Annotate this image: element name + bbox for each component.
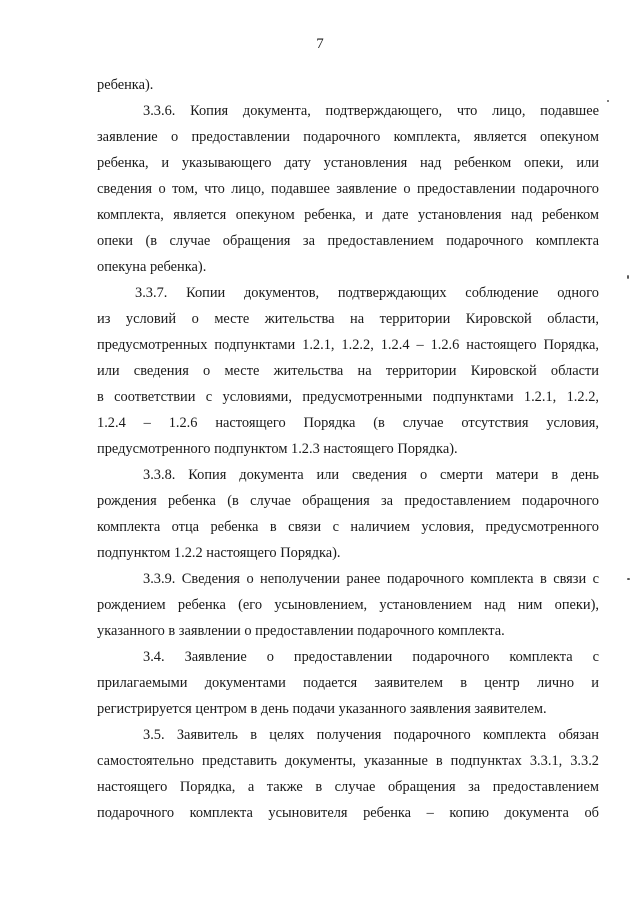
text-line: предусмотренного подпунктом 1.2.3 настоящего Порядка). [97, 441, 458, 457]
text-line: 3.5. Заявитель в целях получения подарочного комплекта обязан [143, 727, 599, 743]
text-line: 3.3.9. Сведения о неполучении ранее подарочного комплекта в связи с [143, 571, 599, 587]
text-line: комплекта отца ребенка в связи с наличием условия, предусмотренного [97, 519, 599, 535]
text-line: самостоятельно представить документы, указанные в подпунктах 3.3.1, 3.3.2 [97, 753, 599, 769]
text-line: 3.3.6. Копия документа, подтверждающего, что лицо, подавшее [143, 103, 599, 119]
text-line: комплекта, является опекуном ребенка, и дате установления над ребенком [97, 207, 599, 223]
text-line: указанного в заявлении о предоставлении подарочного комплекта. [97, 623, 505, 639]
text-line: 3.3.7. Копии документов, подтверждающих соблюдение одного [135, 285, 599, 301]
text-line: ребенка, и указывающего дату установления над ребенком опеки, или [97, 155, 599, 171]
text-line: подпунктом 1.2.2 настоящего Порядка). [97, 545, 341, 561]
text-line: подарочного комплекта усыновителя ребенка – копию документа об [97, 805, 599, 821]
text-line: рождением ребенка (его усыновлением, установлением над ним опеки), [97, 597, 599, 613]
text-line: настоящего Порядка, а также в случае обращения за предоставлением [97, 779, 599, 795]
page-number: 7 [316, 36, 324, 52]
text-line: 3.3.8. Копия документа или сведения о смерти матери в день [143, 467, 599, 483]
scan-speck [627, 275, 629, 279]
text-line: 1.2.4 – 1.2.6 настоящего Порядка (в случае отсутствия условия, [97, 415, 599, 431]
text-line: рождения ребенка (в случае обращения за предоставлением подарочного [97, 493, 599, 509]
text-line: заявление о предоставлении подарочного комплекта, является опекуном [97, 129, 599, 145]
document-body [97, 72, 599, 826]
text-line: в соответствии с условиями, предусмотренными подпунктами 1.2.1, 1.2.2, [97, 389, 599, 405]
text-line: сведения о том, что лицо, подавшее заявление о предоставлении подарочного [97, 181, 599, 197]
text-line: или сведения о месте жительства на территории Кировской области [97, 363, 599, 379]
scan-speck [627, 578, 630, 580]
text-line: ребенка). [97, 77, 154, 93]
scan-speck [607, 100, 609, 102]
text-line: предусмотренных подпунктами 1.2.1, 1.2.2, 1.2.4 – 1.2.6 настоящего Порядка, [97, 337, 599, 353]
text-line: регистрируется центром в день подачи указанного заявления заявителем. [97, 701, 547, 717]
text-line: 3.4. Заявление о предоставлении подарочного комплекта с [143, 649, 599, 665]
text-line: из условий о месте жительства на территории Кировской области, [97, 311, 599, 327]
text-line: опекуна ребенка). [97, 259, 207, 275]
text-line: прилагаемыми документами подается заявителем в центр лично и [97, 675, 599, 691]
text-line: опеки (в случае обращения за предоставлением подарочного комплекта [97, 233, 599, 249]
